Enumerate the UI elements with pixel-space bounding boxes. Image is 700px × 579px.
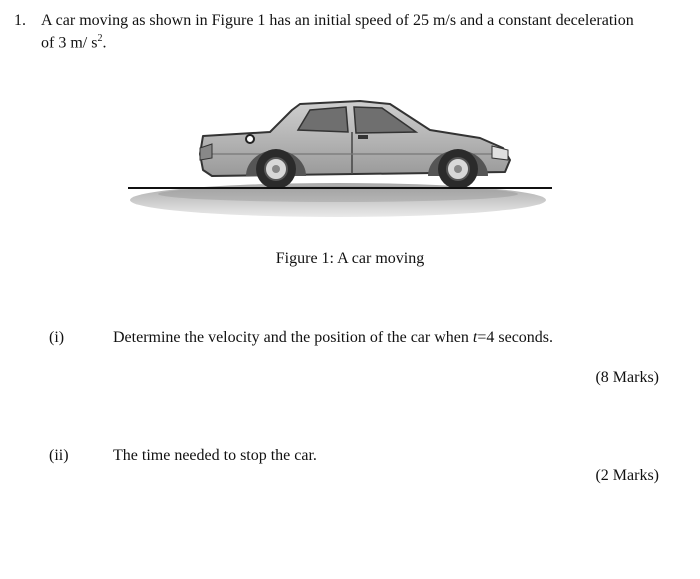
part-ii-marks: (2 Marks) xyxy=(595,467,659,484)
part-i-text xyxy=(113,329,553,347)
time-variable: t xyxy=(472,329,478,346)
front-wheel xyxy=(438,149,478,189)
car-figure xyxy=(120,88,560,223)
question-text-line2 xyxy=(41,33,106,52)
exponent: 2 xyxy=(97,33,103,44)
part-i-text-suffix: =4 seconds. xyxy=(477,329,554,346)
question-text-line2-prefix: of 3 m/ s xyxy=(41,34,98,52)
rear-wheel xyxy=(256,149,296,189)
part-ii-text: The time needed to stop the car. xyxy=(113,447,317,464)
part-i-label: (i) xyxy=(49,329,65,346)
figure-caption: Figure 1: A car moving xyxy=(275,250,425,267)
part-i-marks: (8 Marks) xyxy=(595,369,659,386)
part-i-text-prefix: Determine the velocity and the position of the car when xyxy=(113,329,473,346)
part-ii-label: (ii) xyxy=(49,447,69,464)
question-text-line2-suffix: . xyxy=(102,34,107,52)
question-number: 1. xyxy=(14,12,26,29)
question-text-line1: A car moving as shown in Figure 1 has an initial speed of 25 m/s and a constant deceleration xyxy=(41,12,634,29)
